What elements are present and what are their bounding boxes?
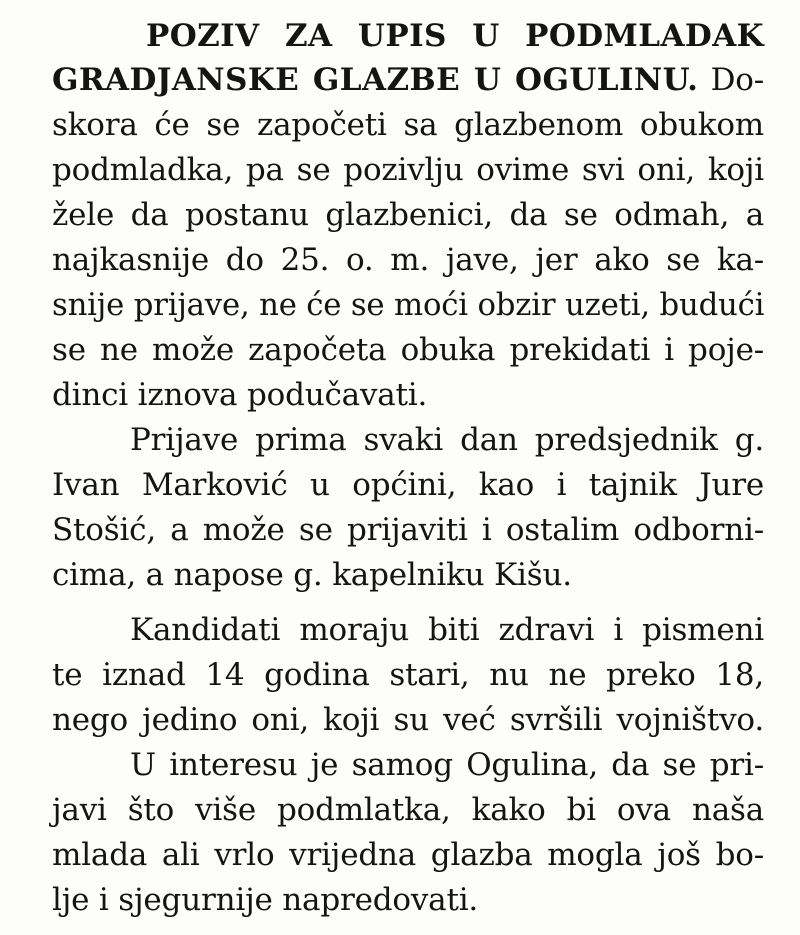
article-line: U interesu je samog Ogulina, da se pri- (130, 747, 764, 783)
article-line: podmladka, pa se pozivlju ovime svi oni, koji (52, 152, 764, 188)
article-line: snije prijave, ne će se moći obzir uzeti, budući (52, 287, 765, 323)
article-line: Prijave prima svaki dan predsjednik g. (130, 422, 764, 458)
article-line: Ivan Marković u općini, kao i tajnik Jure (52, 467, 764, 503)
article-line (52, 58, 764, 102)
article-line: javi što više podmlatka, kako bi ova naša (52, 792, 764, 828)
article-title-continued: GRADJANSKE GLAZBE U OGULINU. (52, 62, 699, 98)
article-line: se ne može započeta obuka prekidati i poje- (52, 332, 764, 368)
article-line: cima, a napose g. kapelniku Kišu. (52, 557, 572, 593)
article-line: žele da postanu glazbenici, da se odmah, a (52, 197, 764, 233)
article-line: lje i sjegurnije napredovati. (52, 882, 479, 918)
article-line: nego jedino oni, koji su već svršili vojništvo. (52, 702, 764, 738)
article-line: Stošić, a može se prijaviti i ostalim odborni- (52, 512, 764, 548)
article-line: najkasnije do 25. o. m. jave, jer ako se ka- (52, 242, 764, 278)
article-line: te iznad 14 godina stari, nu ne preko 18, (52, 657, 764, 693)
article-title: POZIV ZA UPIS U PODMLADAK (146, 18, 764, 54)
article-line: Kandidati moraju biti zdravi i pismeni (130, 612, 764, 648)
article-line: mlada ali vrlo vrijedna glazba mogla još bo- (52, 837, 764, 873)
title-tail: Do- (710, 62, 764, 98)
article-line: dinci iznova podučavati. (52, 377, 428, 413)
article-line: skora će se započeti sa glazbenom obukom (52, 107, 764, 143)
